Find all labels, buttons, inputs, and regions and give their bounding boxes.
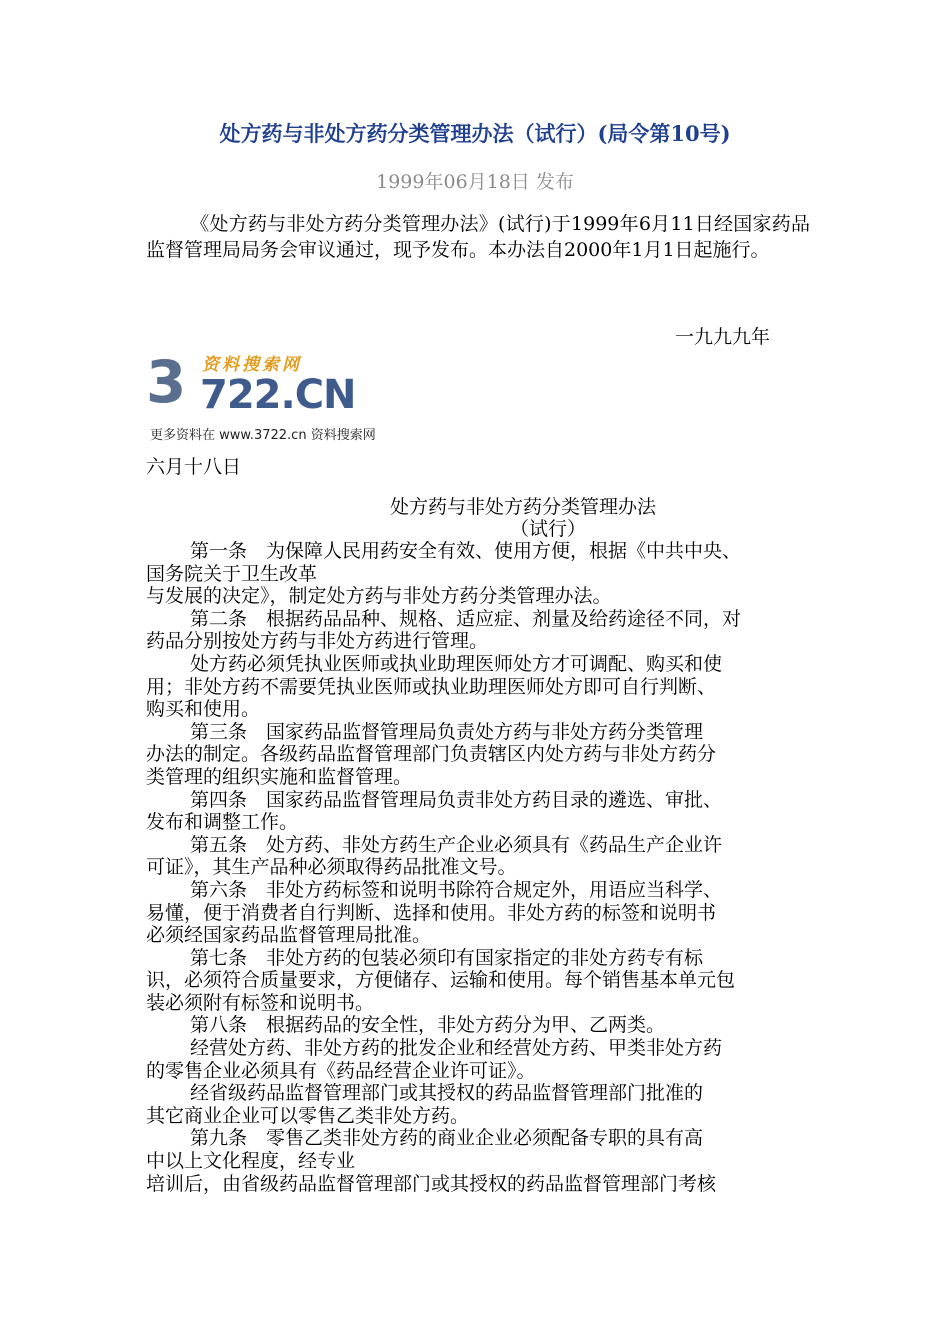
body-line: 第二条 根据药品品种、规格、适应症、剂量及给药途径不同，对	[190, 607, 742, 630]
body-line: 用；非处方药不需要凭执业医师或执业助理医师处方即可自行判断、	[146, 675, 717, 698]
body-line: 第四条 国家药品监督管理局负责非处方药目录的遴选、审批、	[190, 788, 723, 811]
body-line: 必须经国家药品监督管理局批准。	[146, 924, 432, 947]
body-line: 发布和调整工作。	[146, 811, 299, 834]
body-line: 第六条 非处方药标签和说明书除符合规定外，用语应当科学、	[190, 878, 723, 901]
body-line: 与发展的决定》，制定处方药与非处方药分类管理办法。	[146, 585, 612, 608]
body-line: 购买和使用。	[146, 698, 261, 721]
body-line: 可证》，其生产品种必须取得药品批准文号。	[146, 856, 517, 879]
publish-date: 1999年06月18日 发布	[376, 171, 574, 193]
body-line: 第三条 国家药品监督管理局负责处方药与非处方药分类管理	[190, 720, 704, 743]
body-line: 经省级药品监督管理部门或其授权的药品监督管理部门批准的	[190, 1082, 704, 1105]
body-line: 其它商业企业可以零售乙类非处方药。	[146, 1104, 470, 1127]
body-line: 的零售企业必须具有《药品经营企业许可证》。	[146, 1059, 536, 1082]
logo-caption: 更多资料在 www.3722.cn 资料搜索网	[150, 428, 376, 443]
body-line: 药品分别按处方药与非处方药进行管理。	[146, 630, 489, 653]
document-title: 处方药与非处方药分类管理办法	[390, 496, 657, 518]
watermark-logo	[146, 350, 416, 445]
body-line: 第五条 处方药、非处方药生产企业必须具有《药品生产企业许	[190, 833, 723, 856]
body-line: 处方药必须凭执业医师或执业助理医师处方才可调配、购买和使	[190, 652, 723, 675]
body-line: 培训后，由省级药品监督管理部门或其授权的药品监督管理部门考核	[146, 1172, 717, 1195]
body-line: 识，必须符合质量要求，方便储存、运输和使用。每个销售基本单元包	[146, 969, 736, 992]
body-line: 经营处方药、非处方药的批发企业和经营处方药、甲类非处方药	[190, 1037, 723, 1060]
signature-date: 六月十八日	[146, 456, 242, 478]
logo-mark: 3	[146, 348, 187, 416]
body-line: 国务院关于卫生改革	[146, 562, 318, 585]
logo-domain: 722.CN	[200, 372, 356, 418]
page-title: 处方药与非处方药分类管理办法（试行）(局令第10号)	[219, 121, 731, 146]
document-subtitle: （试行）	[510, 518, 587, 540]
body-line: 易懂，便于消费者自行判断、选择和使用。非处方药的标签和说明书	[146, 901, 717, 924]
body-line: 办法的制定。各级药品监督管理部门负责辖区内处方药与非处方药分	[146, 743, 717, 766]
body-line: 第八条 根据药品的安全性，非处方药分为甲、乙两类。	[190, 1014, 666, 1037]
body-line: 第九条 零售乙类非处方药的商业企业必须配备专职的具有高	[190, 1127, 704, 1150]
document-body	[146, 540, 810, 1195]
body-line: 类管理的组织实施和监督管理。	[146, 765, 413, 788]
body-line: 中以上文化程度，经专业	[146, 1150, 356, 1173]
signature-year: 一九九九年	[675, 326, 771, 348]
intro-text: 《处方药与非处方药分类管理办法》(试行)于1999年6月11日经国家药品监督管理局局务会审议通过，现予发布。本办法自2000年1月1日起施行。	[146, 213, 810, 261]
body-line: 装必须附有标签和说明书。	[146, 991, 375, 1014]
body-line: 第七条 非处方药的包装必须印有国家指定的非处方药专有标	[190, 946, 704, 969]
logo-tagline: 资料搜索网	[202, 355, 302, 375]
body-line: 第一条 为保障人民用药安全有效、使用方便，根据《中共中央、	[190, 540, 742, 562]
intro-paragraph	[146, 211, 810, 263]
